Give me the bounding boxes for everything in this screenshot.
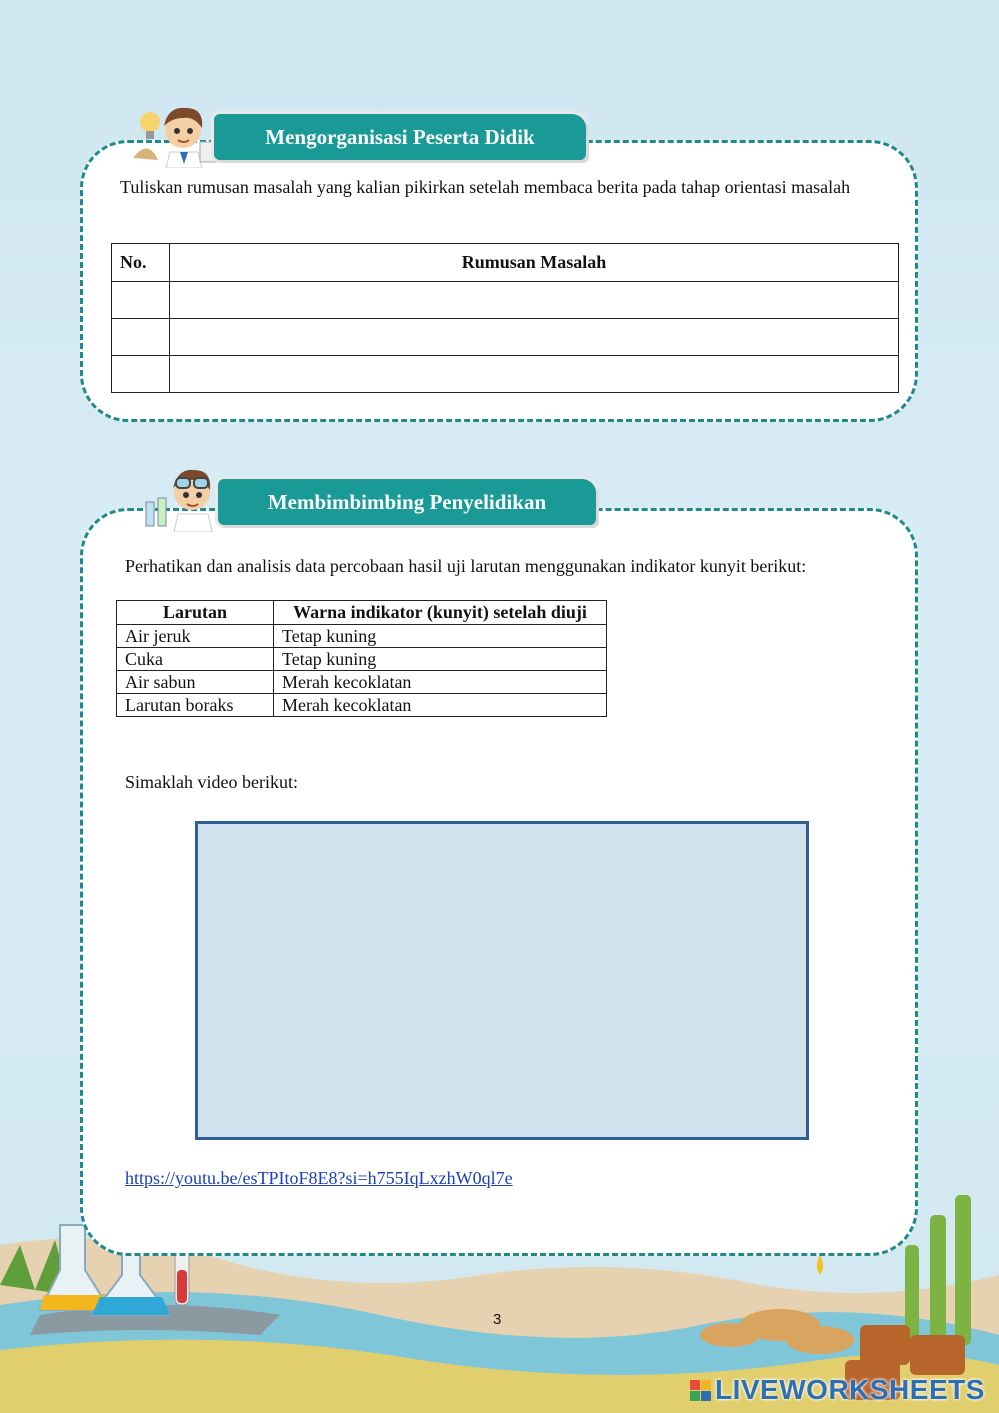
- answer-cell-no[interactable]: [112, 282, 170, 319]
- section-banner-organize: [214, 114, 586, 160]
- experiment-data-table: [116, 600, 607, 717]
- cell-solution: Air sabun: [117, 671, 274, 694]
- column-header-indicator-color: Warna indikator (kunyit) setelah diuji: [274, 601, 607, 625]
- cell-solution: Air jeruk: [117, 625, 274, 648]
- column-header-solution: Larutan: [117, 601, 274, 625]
- instruction-text: Perhatikan dan analisis data percobaan hasil uji larutan menggunakan indikator kunyit berikut:: [125, 556, 807, 576]
- table-row: [112, 282, 899, 319]
- cell-color: Tetap kuning: [274, 648, 607, 671]
- video-link[interactable]: https://youtu.be/esTPItoF8E8?si=h755IqLxzhW0ql7e: [125, 1168, 513, 1188]
- video-embed-frame[interactable]: [195, 821, 809, 1140]
- banner-title: Mengorganisasi Peserta Didik: [265, 124, 535, 149]
- cell-color: Merah kecoklatan: [274, 671, 607, 694]
- banner-title: Membimbimbing Penyelidikan: [267, 489, 547, 514]
- student-avatar-icon: [128, 98, 220, 168]
- table-header-row: [112, 244, 899, 282]
- table-row: [117, 625, 607, 648]
- answer-cell-no[interactable]: [112, 319, 170, 356]
- answer-cell-problem[interactable]: [170, 319, 899, 356]
- instruction-text: Tuliskan rumusan masalah yang kalian pikirkan setelah membaca berita pada tahap orientasi masalah: [120, 177, 851, 197]
- column-header-no: No.: [112, 244, 170, 282]
- answer-cell-no[interactable]: [112, 356, 170, 393]
- table-row: [112, 356, 899, 393]
- column-header-problem: Rumusan Masalah: [170, 244, 899, 282]
- problem-formulation-table: [111, 243, 899, 393]
- cell-color: Merah kecoklatan: [274, 694, 607, 717]
- table-row: [117, 694, 607, 717]
- cell-solution: Cuka: [117, 648, 274, 671]
- section-banner-investigation: [218, 479, 596, 525]
- watermark-text: LIVEWORKSHEETS: [715, 1374, 985, 1405]
- answer-cell-problem[interactable]: [170, 356, 899, 393]
- liveworksheets-logo: [690, 1374, 985, 1406]
- table-row: [117, 671, 607, 694]
- table-row: [112, 319, 899, 356]
- video-caption: Simaklah video berikut:: [125, 772, 298, 792]
- table-header-row: [117, 601, 607, 625]
- liveworksheets-logo-icon: [690, 1380, 711, 1401]
- cell-solution: Larutan boraks: [117, 694, 274, 717]
- page-number: 3: [493, 1311, 502, 1328]
- table-row: [117, 648, 607, 671]
- answer-cell-problem[interactable]: [170, 282, 899, 319]
- cell-color: Tetap kuning: [274, 625, 607, 648]
